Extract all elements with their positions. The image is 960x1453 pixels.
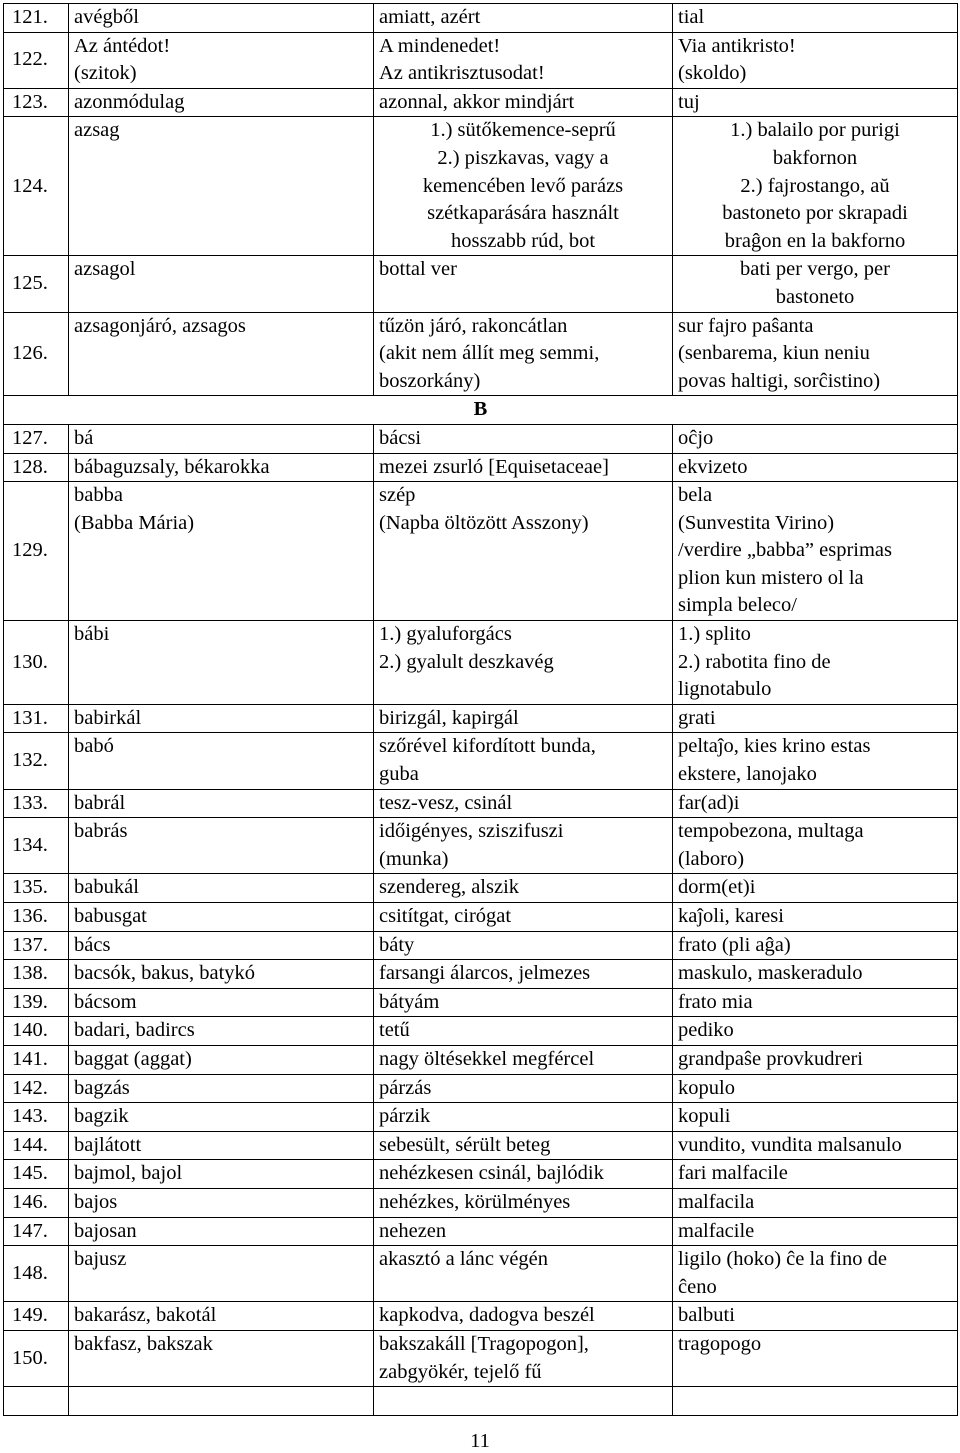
hungarian-meaning-line: farsangi álarcos, jelmezes	[379, 962, 591, 985]
entry-number: 147.	[4, 1217, 69, 1246]
esperanto-translation-line: tragopogo	[678, 1332, 762, 1355]
hungarian-term	[69, 988, 374, 1017]
page-number: 11	[470, 1430, 490, 1452]
hungarian-term	[69, 312, 374, 396]
esperanto-translation	[673, 312, 958, 396]
hungarian-meaning-line: mezei zsurló [Equisetaceae]	[379, 455, 609, 478]
hungarian-term-line: bajmol, bajol	[74, 1162, 183, 1185]
esperanto-translation-line: lignotabulo	[678, 678, 772, 701]
hungarian-meaning-line: csitítgat, cirógat	[379, 905, 512, 927]
esperanto-translation	[673, 88, 958, 117]
hungarian-meaning-line: azonnal, akkor mindjárt	[379, 90, 575, 113]
esperanto-translation	[673, 1188, 958, 1217]
hungarian-meaning-line: párzás	[379, 1076, 432, 1099]
hungarian-meaning-line: kemencében levő parázs	[422, 174, 624, 197]
esperanto-translation-line: grati	[678, 706, 716, 729]
hungarian-term	[69, 1302, 374, 1331]
hungarian-meaning	[374, 32, 673, 88]
hungarian-meaning-line: tesz-vesz, csinál	[379, 791, 513, 814]
hungarian-meaning-line: 2.) gyalult deszkavég	[379, 650, 554, 673]
hungarian-meaning-line: kapkodva, dadogva beszél	[379, 1304, 595, 1327]
hungarian-term	[69, 1330, 374, 1386]
hungarian-term-line: bajosan	[74, 1219, 137, 1242]
esperanto-translation	[673, 482, 958, 621]
entry-row	[4, 1188, 958, 1217]
hungarian-meaning-line: A mindenedet!	[379, 34, 501, 57]
entry-row	[4, 32, 958, 88]
hungarian-meaning-line: tűzön járó, rakoncátlan	[379, 314, 568, 337]
esperanto-translation-line: sur fajro paŝanta	[678, 314, 814, 337]
entry-number: 131.	[4, 704, 69, 733]
hungarian-meaning-line: (akit nem állít meg semmi,	[379, 342, 600, 365]
esperanto-translation	[673, 1045, 958, 1074]
entry-number: 139.	[4, 988, 69, 1017]
esperanto-translation	[673, 818, 958, 874]
entry-number: 136.	[4, 903, 69, 932]
esperanto-translation-line: far(ad)i	[678, 791, 740, 814]
hungarian-meaning	[374, 1330, 673, 1386]
entry-row	[4, 1246, 958, 1302]
entry-row	[4, 1045, 958, 1074]
hungarian-meaning-line: szép	[379, 484, 416, 507]
hungarian-term	[69, 32, 374, 88]
hungarian-meaning-line: szendereg, alszik	[379, 876, 520, 899]
hungarian-term	[69, 1074, 374, 1103]
hungarian-term	[69, 1217, 374, 1246]
hungarian-meaning-line: nehézkesen csinál, bajlódik	[379, 1162, 604, 1185]
esperanto-translation-line: oĉjo	[678, 426, 714, 449]
entry-row	[4, 1074, 958, 1103]
entry-number: 148.	[4, 1246, 69, 1302]
hungarian-term-line: bagzás	[74, 1076, 130, 1099]
hungarian-meaning-line: (munka)	[379, 847, 449, 870]
entry-number: 130.	[4, 621, 69, 705]
hungarian-meaning	[374, 1246, 673, 1302]
esperanto-translation-line: (senbarema, kiun neniu	[678, 342, 870, 365]
entry-number: 135.	[4, 874, 69, 903]
entry-number: 122.	[4, 32, 69, 88]
hungarian-meaning	[374, 704, 673, 733]
hungarian-meaning	[374, 312, 673, 396]
entry-number: 126.	[4, 312, 69, 396]
hungarian-term-line: babirkál	[74, 706, 142, 729]
blank-cell	[374, 1387, 673, 1416]
hungarian-term-line: azsagol	[74, 258, 136, 281]
esperanto-translation	[673, 453, 958, 482]
esperanto-translation-line: peltaĵo, kies krino estas	[678, 735, 871, 758]
hungarian-meaning	[374, 988, 673, 1017]
esperanto-translation	[673, 4, 958, 33]
hungarian-meaning	[374, 117, 673, 256]
esperanto-translation	[673, 874, 958, 903]
hungarian-term-line: bács	[74, 933, 111, 956]
hungarian-meaning-line: (Napba öltözött Asszony)	[379, 511, 589, 534]
entry-number: 144.	[4, 1131, 69, 1160]
hungarian-meaning-line: nehezen	[379, 1219, 447, 1242]
hungarian-term	[69, 931, 374, 960]
hungarian-term	[69, 117, 374, 256]
entry-number: 123.	[4, 88, 69, 117]
hungarian-meaning-line: 1.) gyaluforgács	[379, 623, 512, 646]
hungarian-meaning-line: nehézkes, körülményes	[379, 1190, 571, 1213]
esperanto-translation	[673, 621, 958, 705]
hungarian-meaning	[374, 88, 673, 117]
esperanto-translation-line: frato (pli aĝa)	[678, 933, 791, 956]
esperanto-translation	[673, 1330, 958, 1386]
hungarian-meaning	[374, 424, 673, 453]
esperanto-translation	[673, 1217, 958, 1246]
esperanto-translation-line: kopulo	[678, 1076, 735, 1099]
hungarian-meaning	[374, 903, 673, 932]
hungarian-term-line: bajusz	[74, 1248, 127, 1271]
esperanto-translation-line: kopuli	[678, 1105, 731, 1128]
esperanto-translation	[673, 32, 958, 88]
esperanto-translation-line: pediko	[678, 1019, 734, 1042]
entry-row	[4, 988, 958, 1017]
hungarian-meaning	[374, 1217, 673, 1246]
hungarian-term-line: Az ántédot!	[74, 34, 171, 57]
hungarian-meaning	[374, 256, 673, 312]
hungarian-term-line: bacsók, bakus, batykó	[74, 962, 256, 985]
hungarian-term-line: avégből	[74, 6, 139, 28]
hungarian-term	[69, 4, 374, 33]
esperanto-translation	[673, 1160, 958, 1189]
entry-number: 143.	[4, 1103, 69, 1132]
entry-row	[4, 4, 958, 33]
hungarian-meaning-line: zabgyökér, tejelő fű	[379, 1360, 542, 1383]
hungarian-term	[69, 1160, 374, 1189]
hungarian-term	[69, 903, 374, 932]
esperanto-translation-line: maskulo, maskeradulo	[678, 962, 863, 985]
hungarian-term-line: babó	[74, 735, 114, 758]
entry-number: 150.	[4, 1330, 69, 1386]
hungarian-term	[69, 1246, 374, 1302]
hungarian-meaning	[374, 1160, 673, 1189]
entry-number: 127.	[4, 424, 69, 453]
entry-row	[4, 1131, 958, 1160]
entry-number: 129.	[4, 482, 69, 621]
esperanto-translation-line: 1.) balailo por purigi	[730, 119, 900, 142]
hungarian-term-line: babrás	[74, 820, 128, 843]
blank-cell	[4, 1387, 69, 1416]
esperanto-translation-line: tial	[678, 6, 705, 28]
hungarian-meaning	[374, 1103, 673, 1132]
hungarian-meaning	[374, 482, 673, 621]
esperanto-translation-line: bastoneto	[775, 285, 855, 308]
esperanto-translation-line: ligilo (hoko) ĉe la fino de	[678, 1248, 887, 1271]
esperanto-translation	[673, 424, 958, 453]
hungarian-term	[69, 1045, 374, 1074]
hungarian-meaning-line: amiatt, azért	[379, 6, 481, 28]
hungarian-meaning	[374, 453, 673, 482]
hungarian-meaning	[374, 874, 673, 903]
esperanto-translation	[673, 1246, 958, 1302]
entry-number: 146.	[4, 1188, 69, 1217]
esperanto-translation	[673, 988, 958, 1017]
hungarian-meaning-line: szőrével kifordított bunda,	[379, 735, 596, 758]
entry-number: 140.	[4, 1017, 69, 1046]
hungarian-term	[69, 1188, 374, 1217]
hungarian-meaning-line: sebesült, sérült beteg	[379, 1133, 551, 1156]
hungarian-meaning	[374, 1017, 673, 1046]
hungarian-meaning	[374, 1045, 673, 1074]
entry-row	[4, 903, 958, 932]
esperanto-translation-line: balbuti	[678, 1304, 735, 1327]
esperanto-translation-line: bati per vergo, per	[740, 258, 890, 281]
hungarian-term-line: bajos	[74, 1190, 118, 1213]
entry-number: 128.	[4, 453, 69, 482]
hungarian-term-line: bábaguzsaly, békarokka	[74, 455, 270, 478]
esperanto-translation	[673, 256, 958, 312]
hungarian-term-line: bakarász, bakotál	[74, 1304, 217, 1327]
hungarian-meaning-line: bakszakáll [Tragopogon],	[379, 1332, 589, 1355]
hungarian-term-line: baggat (aggat)	[74, 1047, 192, 1070]
esperanto-translation-line: 1.) splito	[678, 623, 751, 646]
hungarian-term	[69, 874, 374, 903]
hungarian-meaning-line: bácsi	[379, 426, 422, 449]
hungarian-term-line: bagzik	[74, 1105, 129, 1128]
hungarian-meaning-line: guba	[379, 763, 419, 786]
hungarian-term	[69, 818, 374, 874]
hungarian-meaning-line: bottal ver	[379, 258, 457, 281]
entry-row	[4, 482, 958, 621]
esperanto-translation-line: (laboro)	[678, 847, 745, 870]
esperanto-translation-line: tempobezona, multaga	[678, 820, 864, 843]
hungarian-term	[69, 960, 374, 989]
entry-row	[4, 704, 958, 733]
hungarian-term	[69, 256, 374, 312]
hungarian-term	[69, 424, 374, 453]
esperanto-translation-line: bela	[678, 484, 713, 507]
entry-number: 133.	[4, 789, 69, 818]
hungarian-term	[69, 621, 374, 705]
hungarian-term-line: (szitok)	[74, 62, 137, 85]
letter-heading-row	[4, 396, 958, 425]
hungarian-meaning-line: időigényes, sziszifuszi	[379, 820, 564, 843]
entry-row	[4, 621, 958, 705]
esperanto-translation-line: /verdire „babba” esprimas	[678, 539, 893, 562]
esperanto-translation	[673, 704, 958, 733]
hungarian-term-line: azsag	[74, 119, 120, 142]
entry-number: 138.	[4, 960, 69, 989]
hungarian-meaning-line: 2.) piszkavas, vagy a	[437, 146, 609, 169]
esperanto-translation-line: tuj	[678, 90, 700, 113]
hungarian-term-line: bácsom	[74, 990, 137, 1013]
hungarian-meaning-line: akasztó a lánc végén	[379, 1248, 549, 1271]
hungarian-term-line: bakfasz, bakszak	[74, 1332, 213, 1355]
entry-row	[4, 818, 958, 874]
esperanto-translation-line: fari malfacile	[678, 1162, 788, 1185]
hungarian-term	[69, 704, 374, 733]
hungarian-term-line: badari, badircs	[74, 1019, 195, 1042]
esperanto-translation-line: 2.) fajrostango, aŭ	[740, 174, 890, 197]
hungarian-meaning-line: tetű	[379, 1019, 410, 1042]
hungarian-meaning	[374, 733, 673, 789]
hungarian-term-line: babrál	[74, 791, 126, 814]
entry-row	[4, 1017, 958, 1046]
esperanto-translation	[673, 903, 958, 932]
esperanto-translation-line: ĉeno	[678, 1275, 717, 1298]
hungarian-meaning	[374, 1074, 673, 1103]
hungarian-meaning-line: 1.) sütőkemence-seprű	[430, 119, 616, 142]
esperanto-translation-line: malfacila	[678, 1190, 755, 1213]
hungarian-meaning-line: Az antikrisztusodat!	[379, 62, 545, 85]
hungarian-meaning-line: szétkaparására használt	[427, 202, 619, 225]
hungarian-term-line: bá	[74, 426, 94, 449]
esperanto-translation-line: 2.) rabotita fino de	[678, 650, 831, 673]
hungarian-meaning	[374, 621, 673, 705]
entry-row	[4, 88, 958, 117]
hungarian-meaning	[374, 1131, 673, 1160]
entry-row	[4, 117, 958, 256]
entry-number: 149.	[4, 1302, 69, 1331]
blank-row	[4, 1387, 958, 1416]
entry-row	[4, 960, 958, 989]
entry-row	[4, 424, 958, 453]
entry-row	[4, 874, 958, 903]
hungarian-term-line: bajlátott	[74, 1133, 142, 1156]
esperanto-translation-line: simpla beleco/	[678, 594, 797, 617]
hungarian-meaning	[374, 789, 673, 818]
blank-cell	[69, 1387, 374, 1416]
entry-number: 134.	[4, 818, 69, 874]
letter-heading: B	[4, 396, 958, 425]
esperanto-translation-line: povas haltigi, sorĉistino)	[678, 369, 881, 392]
esperanto-translation-line: malfacile	[678, 1219, 755, 1242]
hungarian-meaning	[374, 1188, 673, 1217]
esperanto-translation	[673, 1302, 958, 1331]
entry-row	[4, 1302, 958, 1331]
hungarian-term-line: babusgat	[74, 905, 147, 927]
hungarian-meaning-line: birizgál, kapirgál	[379, 706, 519, 729]
esperanto-translation-line: bastoneto por skrapadi	[722, 202, 908, 225]
entry-number: 145.	[4, 1160, 69, 1189]
hungarian-meaning-line: bátyám	[379, 990, 440, 1013]
esperanto-translation-line: ekstere, lanojako	[678, 763, 817, 786]
esperanto-translation	[673, 1074, 958, 1103]
hungarian-term	[69, 482, 374, 621]
esperanto-translation	[673, 117, 958, 256]
esperanto-translation	[673, 733, 958, 789]
esperanto-translation-line: (skoldo)	[678, 62, 747, 85]
entry-number: 132.	[4, 733, 69, 789]
hungarian-term-line: azsagonjáró, azsagos	[74, 314, 246, 337]
dictionary-body	[4, 4, 958, 1416]
entry-row	[4, 312, 958, 396]
hungarian-term	[69, 733, 374, 789]
hungarian-meaning-line: boszorkány)	[379, 369, 481, 392]
hungarian-meaning-line: párzik	[379, 1105, 431, 1128]
esperanto-translation-line: frato mia	[678, 990, 753, 1013]
entry-row	[4, 1160, 958, 1189]
esperanto-translation-line: (Sunvestita Virino)	[678, 511, 835, 534]
entry-row	[4, 733, 958, 789]
entry-number: 142.	[4, 1074, 69, 1103]
hungarian-meaning-line: nagy öltésekkel megfércel	[379, 1047, 595, 1070]
hungarian-meaning-line: báty	[379, 933, 415, 956]
entry-number: 125.	[4, 256, 69, 312]
hungarian-term-line: (Babba Mária)	[74, 511, 195, 534]
entry-number: 121.	[4, 4, 69, 33]
hungarian-term	[69, 453, 374, 482]
hungarian-term	[69, 1017, 374, 1046]
hungarian-meaning	[374, 931, 673, 960]
hungarian-term	[69, 1103, 374, 1132]
esperanto-translation-line: braĝon en la bakforno	[724, 229, 906, 252]
hungarian-term-line: azonmódulag	[74, 90, 185, 113]
entry-number: 124.	[4, 117, 69, 256]
entry-row	[4, 453, 958, 482]
hungarian-term-line: bábi	[74, 623, 110, 646]
esperanto-translation	[673, 960, 958, 989]
entry-row	[4, 789, 958, 818]
dictionary-table	[3, 3, 958, 1416]
hungarian-term-line: babukál	[74, 876, 139, 899]
entry-row	[4, 256, 958, 312]
hungarian-meaning	[374, 960, 673, 989]
esperanto-translation	[673, 1103, 958, 1132]
entry-row	[4, 1103, 958, 1132]
esperanto-translation-line: ekvizeto	[678, 455, 748, 478]
entry-row	[4, 931, 958, 960]
esperanto-translation-line: Via antikristo!	[678, 34, 796, 57]
esperanto-translation-line: vundito, vundita malsanulo	[678, 1133, 902, 1156]
hungarian-meaning	[374, 1302, 673, 1331]
esperanto-translation-line: grandpaŝe provkudreri	[678, 1047, 864, 1070]
hungarian-term	[69, 88, 374, 117]
entry-number: 137.	[4, 931, 69, 960]
hungarian-meaning-line: hosszabb rúd, bot	[450, 229, 596, 252]
esperanto-translation	[673, 1017, 958, 1046]
esperanto-translation-line: plion kun mistero ol la	[678, 566, 864, 589]
hungarian-meaning	[374, 4, 673, 33]
esperanto-translation	[673, 789, 958, 818]
hungarian-term	[69, 789, 374, 818]
esperanto-translation-line: dorm(et)i	[678, 876, 756, 899]
entry-row	[4, 1217, 958, 1246]
esperanto-translation	[673, 1131, 958, 1160]
hungarian-meaning	[374, 818, 673, 874]
esperanto-translation-line: kaĵoli, karesi	[678, 905, 784, 927]
entry-number: 141.	[4, 1045, 69, 1074]
hungarian-term	[69, 1131, 374, 1160]
esperanto-translation-line: bakfornon	[772, 146, 858, 169]
blank-cell	[673, 1387, 958, 1416]
entry-row	[4, 1330, 958, 1386]
esperanto-translation	[673, 931, 958, 960]
hungarian-term-line: babba	[74, 484, 123, 507]
